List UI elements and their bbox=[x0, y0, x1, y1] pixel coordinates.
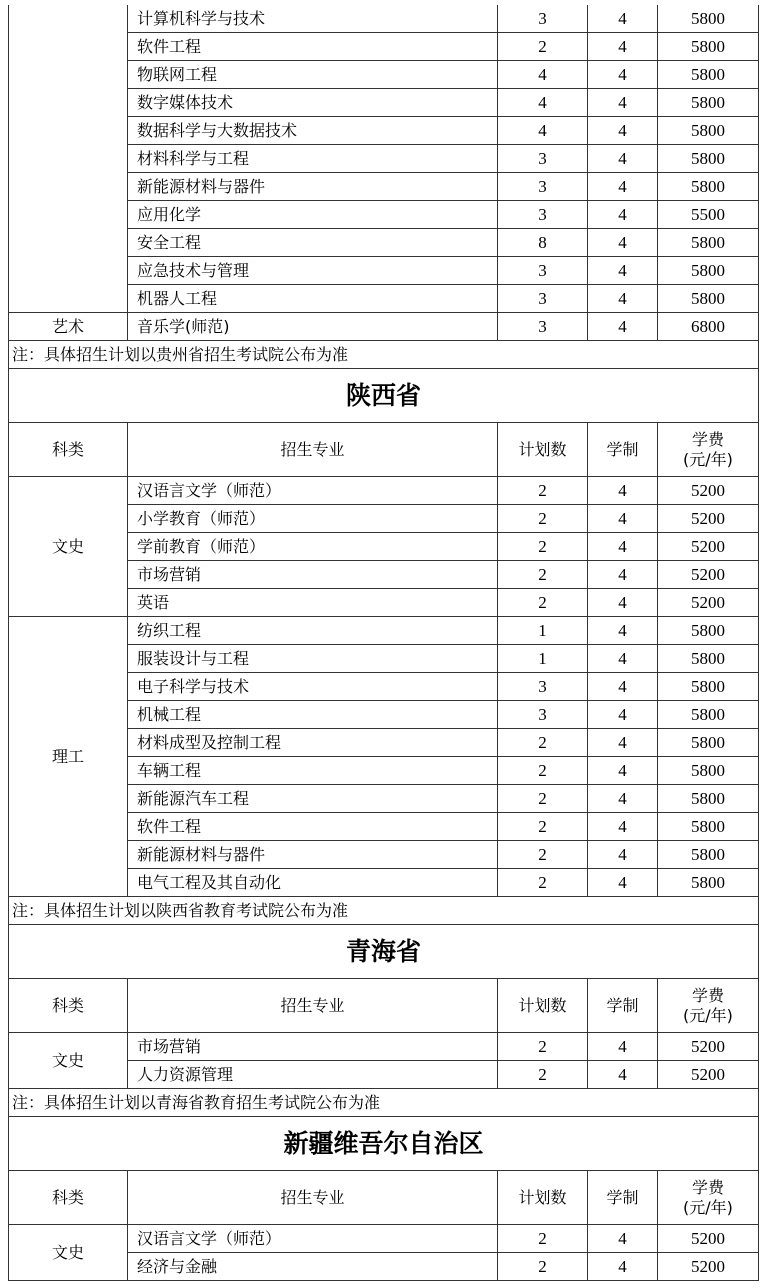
fee-label: 学费 bbox=[691, 429, 724, 449]
major-cell: 应急技术与管理 bbox=[128, 257, 498, 285]
header-fee bbox=[658, 1171, 759, 1225]
years-cell: 4 bbox=[588, 813, 658, 841]
plan-cell: 2 bbox=[498, 757, 588, 785]
plan-cell: 4 bbox=[498, 61, 588, 89]
plan-cell: 2 bbox=[498, 1253, 588, 1281]
years-cell: 4 bbox=[588, 757, 658, 785]
table-row bbox=[9, 617, 759, 645]
plan-cell: 3 bbox=[498, 257, 588, 285]
province-title-row bbox=[9, 925, 759, 979]
header-major: 招生专业 bbox=[128, 1171, 498, 1225]
note-row bbox=[9, 341, 759, 369]
fee-cell: 5800 bbox=[658, 173, 759, 201]
years-cell: 4 bbox=[588, 673, 658, 701]
plan-cell: 2 bbox=[498, 561, 588, 589]
fee-cell: 5200 bbox=[658, 505, 759, 533]
fee-unit: (元/年) bbox=[683, 1197, 733, 1217]
fee-cell: 5800 bbox=[658, 673, 759, 701]
fee-cell: 5800 bbox=[658, 701, 759, 729]
major-cell: 英语 bbox=[128, 589, 498, 617]
plan-cell: 3 bbox=[498, 145, 588, 173]
major-cell: 新能源材料与器件 bbox=[128, 841, 498, 869]
major-cell: 汉语言文学（师范） bbox=[128, 477, 498, 505]
plan-cell: 2 bbox=[498, 785, 588, 813]
plan-cell: 4 bbox=[498, 89, 588, 117]
fee-cell: 5200 bbox=[658, 589, 759, 617]
header-major: 招生专业 bbox=[128, 979, 498, 1033]
major-cell: 物联网工程 bbox=[128, 61, 498, 89]
plan-cell: 8 bbox=[498, 229, 588, 257]
note-row bbox=[9, 1089, 759, 1117]
header-years: 学制 bbox=[588, 1171, 658, 1225]
table-row bbox=[9, 477, 759, 505]
fee-label: 学费 bbox=[691, 1177, 724, 1197]
plan-cell: 2 bbox=[498, 1033, 588, 1061]
header-category: 科类 bbox=[9, 979, 128, 1033]
category-cell: 理工 bbox=[9, 617, 128, 897]
major-cell: 材料科学与工程 bbox=[128, 145, 498, 173]
note-text: 注：具体招生计划以青海省教育招生考试院公布为准 bbox=[9, 1089, 759, 1117]
fee-cell: 5800 bbox=[658, 117, 759, 145]
years-cell: 4 bbox=[588, 201, 658, 229]
years-cell: 4 bbox=[588, 229, 658, 257]
fee-cell: 5800 bbox=[658, 229, 759, 257]
fee-cell: 5800 bbox=[658, 257, 759, 285]
major-cell: 数字媒体技术 bbox=[128, 89, 498, 117]
years-cell: 4 bbox=[588, 1225, 658, 1253]
major-cell: 机器人工程 bbox=[128, 285, 498, 313]
major-cell: 材料成型及控制工程 bbox=[128, 729, 498, 757]
header-category: 科类 bbox=[9, 423, 128, 477]
major-cell: 应用化学 bbox=[128, 201, 498, 229]
fee-label: 学费 bbox=[691, 985, 724, 1005]
major-cell: 学前教育（师范） bbox=[128, 533, 498, 561]
fee-cell: 5200 bbox=[658, 1061, 759, 1089]
years-cell: 4 bbox=[588, 285, 658, 313]
plan-cell: 3 bbox=[498, 5, 588, 33]
plan-cell: 2 bbox=[498, 33, 588, 61]
major-cell: 数据科学与大数据技术 bbox=[128, 117, 498, 145]
major-cell: 新能源汽车工程 bbox=[128, 785, 498, 813]
fee-cell: 5800 bbox=[658, 813, 759, 841]
major-cell: 纺织工程 bbox=[128, 617, 498, 645]
fee-cell: 5800 bbox=[658, 869, 759, 897]
major-cell: 计算机科学与技术 bbox=[128, 5, 498, 33]
major-cell: 音乐学(师范) bbox=[128, 313, 498, 341]
fee-cell: 5800 bbox=[658, 33, 759, 61]
fee-cell: 5200 bbox=[658, 477, 759, 505]
major-cell: 市场营销 bbox=[128, 561, 498, 589]
category-cell: 文史 bbox=[9, 1033, 128, 1089]
years-cell: 4 bbox=[588, 89, 658, 117]
province-title-row bbox=[9, 369, 759, 423]
fee-cell: 5200 bbox=[658, 533, 759, 561]
plan-cell: 2 bbox=[498, 589, 588, 617]
fee-cell: 6800 bbox=[658, 313, 759, 341]
major-cell: 机械工程 bbox=[128, 701, 498, 729]
fee-cell: 5800 bbox=[658, 145, 759, 173]
years-cell: 4 bbox=[588, 1061, 658, 1089]
major-cell: 新能源材料与器件 bbox=[128, 173, 498, 201]
years-cell: 4 bbox=[588, 505, 658, 533]
plan-cell: 2 bbox=[498, 505, 588, 533]
fee-unit: (元/年) bbox=[683, 449, 733, 469]
fee-cell: 5800 bbox=[658, 645, 759, 673]
plan-cell: 2 bbox=[498, 869, 588, 897]
fee-cell: 5800 bbox=[658, 729, 759, 757]
plan-cell: 3 bbox=[498, 173, 588, 201]
fee-cell: 5800 bbox=[658, 285, 759, 313]
years-cell: 4 bbox=[588, 117, 658, 145]
header-row bbox=[9, 423, 759, 477]
major-cell: 车辆工程 bbox=[128, 757, 498, 785]
years-cell: 4 bbox=[588, 33, 658, 61]
years-cell: 4 bbox=[588, 645, 658, 673]
major-cell: 软件工程 bbox=[128, 813, 498, 841]
plan-cell: 3 bbox=[498, 701, 588, 729]
plan-cell: 3 bbox=[498, 673, 588, 701]
admission-plan-table bbox=[8, 5, 759, 1281]
category-cell: 艺术 bbox=[9, 313, 128, 341]
plan-cell: 1 bbox=[498, 645, 588, 673]
years-cell: 4 bbox=[588, 785, 658, 813]
category-cell bbox=[9, 5, 128, 313]
fee-cell: 5800 bbox=[658, 5, 759, 33]
header-row bbox=[9, 979, 759, 1033]
province-title: 陕西省 bbox=[9, 369, 759, 423]
table-row bbox=[9, 1033, 759, 1061]
major-cell: 电子科学与技术 bbox=[128, 673, 498, 701]
header-plan: 计划数 bbox=[498, 1171, 588, 1225]
major-cell: 服装设计与工程 bbox=[128, 645, 498, 673]
header-row bbox=[9, 1171, 759, 1225]
major-cell: 市场营销 bbox=[128, 1033, 498, 1061]
years-cell: 4 bbox=[588, 533, 658, 561]
major-cell: 小学教育（师范） bbox=[128, 505, 498, 533]
years-cell: 4 bbox=[588, 477, 658, 505]
fee-cell: 5800 bbox=[658, 617, 759, 645]
header-years: 学制 bbox=[588, 979, 658, 1033]
plan-cell: 2 bbox=[498, 1061, 588, 1089]
years-cell: 4 bbox=[588, 1033, 658, 1061]
major-cell: 电气工程及其自动化 bbox=[128, 869, 498, 897]
fee-cell: 5800 bbox=[658, 785, 759, 813]
years-cell: 4 bbox=[588, 145, 658, 173]
header-plan: 计划数 bbox=[498, 979, 588, 1033]
header-fee bbox=[658, 423, 759, 477]
table-row bbox=[9, 5, 759, 33]
plan-cell: 1 bbox=[498, 617, 588, 645]
fee-cell: 5200 bbox=[658, 1225, 759, 1253]
plan-cell: 3 bbox=[498, 285, 588, 313]
fee-cell: 5200 bbox=[658, 1253, 759, 1281]
note-text: 注：具体招生计划以贵州省招生考试院公布为准 bbox=[9, 341, 759, 369]
fee-cell: 5800 bbox=[658, 61, 759, 89]
plan-cell: 4 bbox=[498, 117, 588, 145]
fee-cell: 5800 bbox=[658, 841, 759, 869]
years-cell: 4 bbox=[588, 561, 658, 589]
plan-cell: 2 bbox=[498, 1225, 588, 1253]
fee-cell: 5200 bbox=[658, 561, 759, 589]
plan-cell: 2 bbox=[498, 477, 588, 505]
plan-cell: 3 bbox=[498, 313, 588, 341]
province-title: 青海省 bbox=[9, 925, 759, 979]
major-cell: 安全工程 bbox=[128, 229, 498, 257]
major-cell: 经济与金融 bbox=[128, 1253, 498, 1281]
province-title-row bbox=[9, 1117, 759, 1171]
years-cell: 4 bbox=[588, 589, 658, 617]
major-cell: 软件工程 bbox=[128, 33, 498, 61]
note-text: 注：具体招生计划以陕西省教育考试院公布为准 bbox=[9, 897, 759, 925]
category-cell: 文史 bbox=[9, 477, 128, 617]
major-cell: 汉语言文学（师范） bbox=[128, 1225, 498, 1253]
years-cell: 4 bbox=[588, 1253, 658, 1281]
fee-cell: 5800 bbox=[658, 89, 759, 117]
years-cell: 4 bbox=[588, 841, 658, 869]
years-cell: 4 bbox=[588, 313, 658, 341]
header-major: 招生专业 bbox=[128, 423, 498, 477]
major-cell: 人力资源管理 bbox=[128, 1061, 498, 1089]
fee-cell: 5200 bbox=[658, 1033, 759, 1061]
header-category: 科类 bbox=[9, 1171, 128, 1225]
header-plan: 计划数 bbox=[498, 423, 588, 477]
years-cell: 4 bbox=[588, 257, 658, 285]
header-fee bbox=[658, 979, 759, 1033]
years-cell: 4 bbox=[588, 869, 658, 897]
header-years: 学制 bbox=[588, 423, 658, 477]
years-cell: 4 bbox=[588, 701, 658, 729]
years-cell: 4 bbox=[588, 61, 658, 89]
years-cell: 4 bbox=[588, 729, 658, 757]
plan-cell: 2 bbox=[498, 729, 588, 757]
fee-unit: (元/年) bbox=[683, 1005, 733, 1025]
plan-cell: 2 bbox=[498, 841, 588, 869]
table-row bbox=[9, 1225, 759, 1253]
note-row bbox=[9, 897, 759, 925]
fee-cell: 5500 bbox=[658, 201, 759, 229]
years-cell: 4 bbox=[588, 5, 658, 33]
years-cell: 4 bbox=[588, 617, 658, 645]
plan-cell: 2 bbox=[498, 813, 588, 841]
plan-cell: 3 bbox=[498, 201, 588, 229]
plan-cell: 2 bbox=[498, 533, 588, 561]
province-title: 新疆维吾尔自治区 bbox=[9, 1117, 759, 1171]
years-cell: 4 bbox=[588, 173, 658, 201]
table-row bbox=[9, 313, 759, 341]
category-cell: 文史 bbox=[9, 1225, 128, 1281]
fee-cell: 5800 bbox=[658, 757, 759, 785]
